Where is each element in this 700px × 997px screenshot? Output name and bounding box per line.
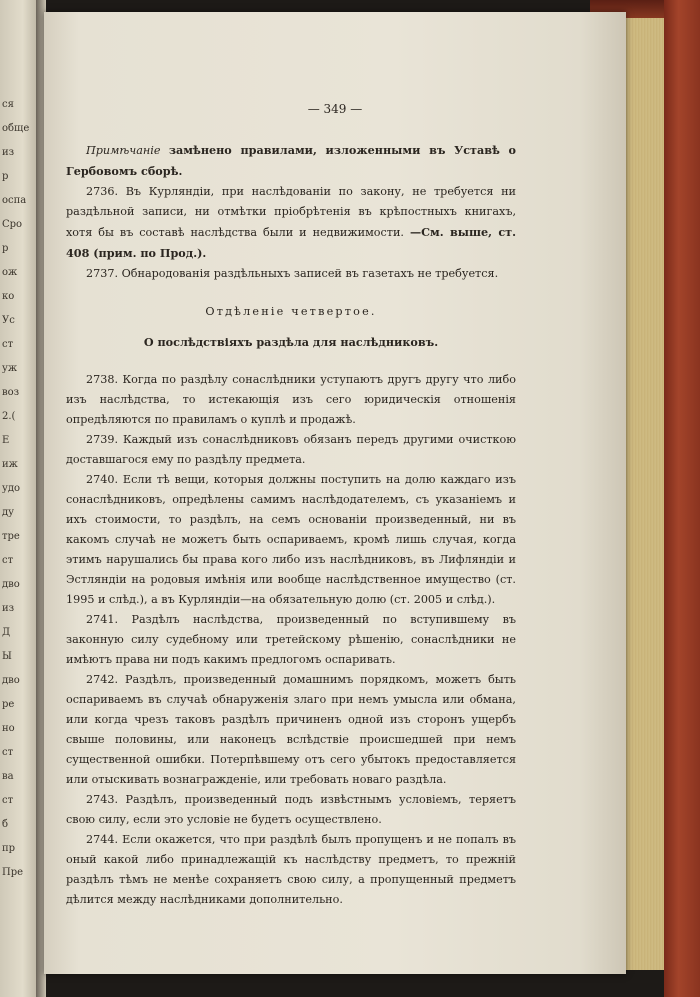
article-2736-text: 2736. Въ Курляндіи, при наслѣдованіи по закону, не требуется ни раздѣльной записи, ни отмѣтки пріобрѣтенія въ крѣпостныхъ книгахъ, хотя бы въ составѣ наслѣдства были и недвижимости. [66,185,516,239]
left-page-fragment: дво [2,675,20,686]
left-page-fragment: обще [2,123,30,134]
left-page-fragment: ст [2,555,14,566]
note-text: замѣнено правилами, изложенными въ Уставѣ о Гербовомъ сборѣ. [66,143,517,178]
left-page-fragment: Д [2,627,11,638]
article-2736 [66,182,516,264]
left-page-fragment: Ус [2,315,15,326]
section-title: Отдѣленіе четвертое. [205,305,377,318]
left-page-fragment: ко [2,291,15,302]
left-page-fragment: удо [2,483,21,494]
article-2739: 2739. Каждый изъ сонаслѣдниковъ обязанъ передъ другими очисткою доставшагося ему по раздѣлу предмета. [66,433,516,466]
left-page-fragment: 2.( [2,411,16,422]
left-page-fragment: р [2,171,9,182]
left-page-fragment: дво [2,579,20,590]
left-page-fragment: Пре [2,867,24,878]
left-page-fragment: ст [2,795,14,806]
left-page-fragment: б [2,819,9,830]
adjacent-left-page [0,0,38,997]
left-page-fragment: ду [2,507,15,518]
section-subtitle: О послѣдствіяхъ раздѣла для наслѣдниковъ. [143,335,439,349]
article-2740: 2740. Если тѣ вещи, которыя должны поступить на долю каждаго изъ сонаслѣдниковъ, опредѣлены самимъ наслѣдодателемъ, съ указаніемъ и ихъ стоимости, то раздѣлъ, на семъ основаніи произведенный, ни въ какомъ случаѣ не можетъ быть оспариваемъ, кромѣ лишь случая, когда этимъ нарушались бы права кого либо изъ наслѣдниковъ, въ Лифляндіи и Эстляндіи на родовыя имѣнія или вообще наслѣдственное имущество (ст. 1995 и слѣд.), а въ Курляндіи—на обязательную долю (ст. 2005 и слѣд.). [66,473,516,606]
left-page-fragment: Е [2,435,10,446]
left-page-fragment: р [2,243,9,254]
left-page-fragment: ст [2,339,14,350]
left-page-fragment: Сро [2,219,23,230]
left-page-fragment: ст [2,747,14,758]
left-page-fragment: ва [2,771,14,782]
book-cover-spine [664,0,700,997]
article-2744: 2744. Если окажется, что при раздѣлѣ былъ пропущенъ и не попалъ въ оный какой либо принадлежащій къ наслѣдству предметъ, то прежній раздѣлъ тѣмъ не менѣе сохраняетъ свою силу, а пропущенный предметъ дѣлится между наслѣдниками дополнительно. [66,833,516,906]
left-page-fragment: оспа [2,195,27,206]
left-page-fragment: ож [2,267,18,278]
article-2737: 2737. Обнародованія раздѣльныхъ записей въ газетахъ не требуется. [86,267,499,280]
left-page-fragment: ре [2,699,15,710]
article-2736-reference: —См. выше, ст. 408 (прим. по Прод.). [66,225,516,260]
page-number-header: — 349 — [307,102,363,116]
left-page-fragment: ся [2,99,14,110]
article-2738: 2738. Когда по раздѣлу сонаслѣдники уступаютъ другъ другу что либо изъ наслѣдства, то истекающія изъ сего юридическія отношенія опредѣляются по правиламъ о куплѣ и продажѣ. [66,373,516,426]
left-page-fragment: из [2,147,15,158]
note-label: Примѣчаніе [86,144,161,157]
left-page-fragment: тре [2,531,20,542]
left-page-fragment: но [2,723,15,734]
left-page-fragment: пр [2,843,16,854]
book-page [44,12,626,974]
article-2741: 2741. Раздѣлъ наслѣдства, произведенный по вступившему въ законную силу судебному или третейскому рѣшенію, сонаслѣдники не имѣютъ права ни подъ какимъ предлогомъ оспаривать. [66,613,516,666]
left-page-fragment: воз [2,387,20,398]
page-edges [624,18,666,970]
left-page-fragment: иж [2,459,18,470]
left-page-fragment: Ы [2,651,12,662]
article-2743: 2743. Раздѣлъ, произведенный подъ извѣстнымъ условіемъ, теряетъ свою силу, если это условіе не будетъ осуществлено. [66,793,516,826]
article-2742: 2742. Раздѣлъ, произведенный домашнимъ порядкомъ, можетъ быть оспариваемъ въ случаѣ обнаруженія злаго при немъ умысла или обмана, или когда чрезъ таковъ раздѣлъ причиненъ одной изъ сторонъ ущербъ свыше половины, или наконецъ вслѣдствіе происшедшей при немъ существенной ошибки. Потерпѣвшему отъ сего убытокъ предоставляется или отыскивать вознагражденіе, или требовать новаго раздѣла. [66,673,516,786]
page-text [66,140,516,910]
note-paragraph [66,140,516,182]
left-page-fragment: уж [2,363,18,374]
left-page-fragment: из [2,603,15,614]
